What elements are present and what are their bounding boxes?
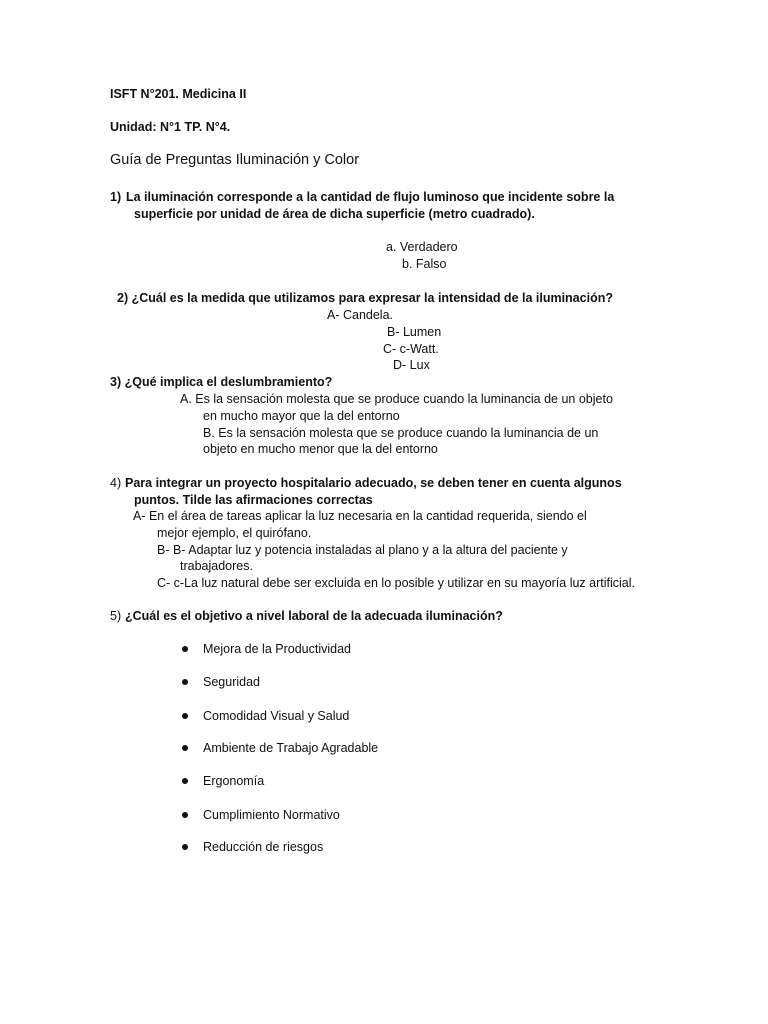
q1-text-line2: superficie por unidad de área de dicha superficie (metro cuadrado). — [134, 207, 535, 221]
bullet-icon — [182, 812, 188, 818]
q5-number: 5) — [110, 609, 122, 623]
q4-text-line1: Para integrar un proyecto hospitalario adecuado, se deben tener en cuenta algunos — [125, 476, 622, 490]
q4-option-a-line2: mejor ejemplo, el quirófano. — [157, 526, 312, 540]
q2-text: 2) ¿Cuál es la medida que utilizamos para expresar la intensidad de la iluminación? — [117, 291, 613, 305]
q4-option-b-line2: trabajadores. — [180, 559, 253, 573]
q5-item-compliance: Cumplimiento Normativo — [203, 808, 340, 822]
bullet-icon — [182, 679, 188, 685]
q4-text-line2: puntos. Tilde las afirmaciones correctas — [134, 493, 373, 507]
q3-option-b-line2: objeto en mucho menor que la del entorno — [203, 442, 438, 456]
q1-text-line1: La iluminación corresponde a la cantidad de flujo luminoso que incidente sobre la — [126, 190, 615, 204]
q4-option-a-line1: A- En el área de tareas aplicar la luz necesaria en la cantidad requerida, siendo el — [133, 509, 587, 523]
q5-item-risk-reduction: Reducción de riesgos — [203, 840, 324, 854]
q5-item-environment: Ambiente de Trabajo Agradable — [203, 741, 379, 755]
q3-text: 3) ¿Qué implica el deslumbramiento? — [110, 375, 333, 389]
q5-item-ergonomics: Ergonomía — [203, 774, 265, 788]
q2-option-d: D- Lux — [393, 358, 430, 372]
bullet-icon — [182, 745, 188, 751]
bullet-icon — [182, 713, 188, 719]
q2-option-c: C- c-Watt. — [383, 342, 439, 356]
q4-option-c: C- c-La luz natural debe ser excluida en lo posible y utilizar en su mayoría luz artificial. — [157, 576, 636, 590]
q4-option-b-line1: B- B- Adaptar luz y potencia instaladas al plano y a la altura del paciente y — [157, 543, 568, 557]
q5-item-comfort: Comodidad Visual y Salud — [203, 709, 350, 723]
institution-heading: ISFT N°201. Medicina II — [110, 87, 247, 101]
q3-option-b-line1: B. Es la sensación molesta que se produce cuando la luminancia de un — [203, 426, 599, 440]
q5-item-productivity: Mejora de la Productividad — [203, 642, 351, 656]
bullet-icon — [182, 646, 188, 652]
q3-option-a-line2: en mucho mayor que la del entorno — [203, 409, 400, 423]
q1-number: 1) — [110, 190, 122, 204]
q4-number: 4) — [110, 476, 122, 490]
q2-option-b: B- Lumen — [387, 325, 442, 339]
q3-option-a-line1: A. Es la sensación molesta que se produce cuando la luminancia de un objeto — [180, 392, 613, 406]
q1-option-a: a. Verdadero — [386, 240, 458, 254]
q2-option-a: A- Candela. — [327, 308, 394, 322]
q1-option-b: b. Falso — [402, 257, 447, 271]
bullet-icon — [182, 844, 188, 850]
q5-text: ¿Cuál es el objetivo a nivel laboral de la adecuada iluminación? — [125, 609, 503, 623]
unit-heading: Unidad: N°1 TP. N°4. — [110, 120, 231, 134]
page-title: Guía de Preguntas Iluminación y Color — [110, 152, 360, 168]
q5-item-safety: Seguridad — [203, 675, 260, 689]
bullet-icon — [182, 778, 188, 784]
